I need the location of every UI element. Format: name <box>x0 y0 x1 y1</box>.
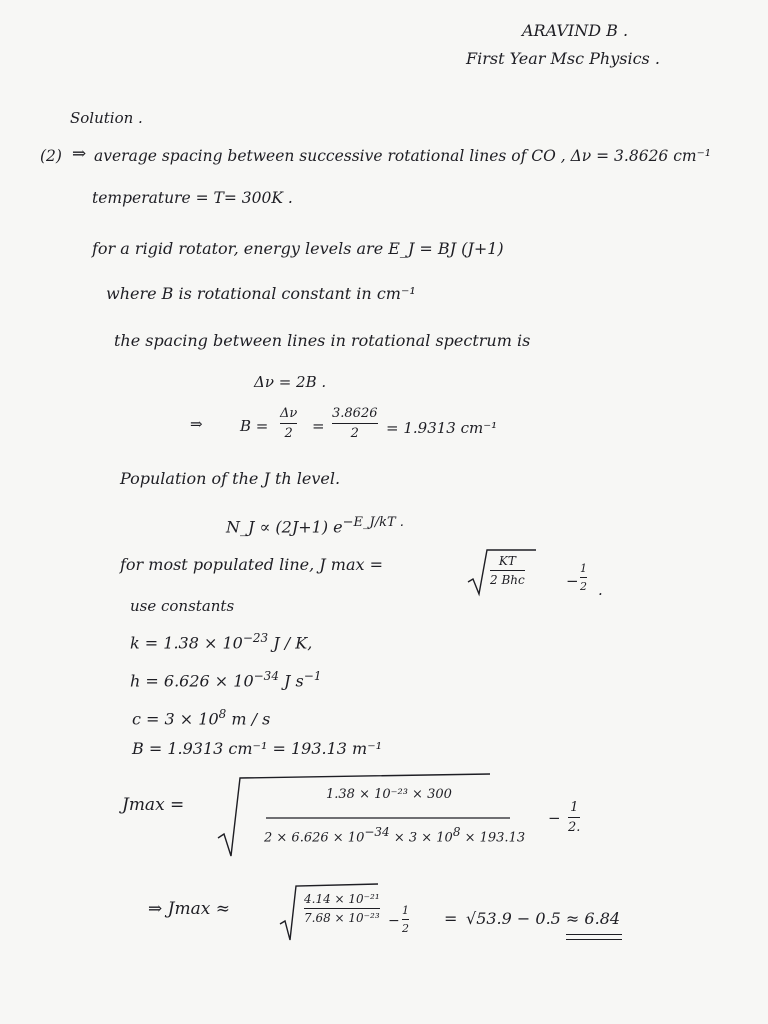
half-fraction <box>580 562 587 593</box>
fraction-bar <box>402 919 409 920</box>
fraction-denominator: 7.68 × 10⁻²³ <box>304 911 380 925</box>
half-fraction <box>402 904 409 935</box>
fraction-denominator: 2 Bhc <box>490 573 525 587</box>
fraction-numerator: Δν <box>280 406 298 421</box>
period: . <box>598 581 603 599</box>
fraction-bar <box>332 423 378 424</box>
fraction-bar <box>490 570 525 571</box>
fraction-numerator: 1 <box>402 904 409 917</box>
constant-k <box>130 632 312 652</box>
fraction-numerator: 4.14 × 10⁻²¹ <box>304 892 380 906</box>
constant-c-unit: m / s <box>231 709 271 729</box>
constant-h <box>130 670 321 690</box>
final-ratio-fraction <box>304 892 380 925</box>
author-course: First Year Msc Physics . <box>466 49 660 68</box>
rigid-rotator-line-1: for a rigid rotator, energy levels are E_J = BJ (J+1) <box>92 239 504 258</box>
fraction-bar <box>280 423 297 424</box>
fraction-bar <box>304 908 380 909</box>
author-name: ARAVIND B . <box>522 21 629 40</box>
fraction-denominator: 2 <box>350 426 359 441</box>
fraction-value-over-2 <box>332 406 378 441</box>
fraction-numerator: 1 <box>580 562 587 575</box>
fraction-denominator: 2 <box>580 580 587 593</box>
rigid-rotator-line-2: where B is rotational constant in cm⁻¹ <box>106 284 416 303</box>
final-lhs: ⇒ Jmax ≈ <box>148 899 230 919</box>
denominator-part-b-exponent: 8 <box>452 825 461 839</box>
denominator-part-c: × 193.13 <box>464 830 526 846</box>
implies-arrow-icon: ⇒ <box>190 415 203 433</box>
fraction-denominator: 2 <box>284 426 293 441</box>
fraction-denominator: 2. <box>568 820 581 835</box>
result-underline-bottom <box>566 939 622 940</box>
jmax-numerator: 1.38 × 10⁻²³ × 300 <box>326 787 452 802</box>
fraction-bar <box>580 577 587 578</box>
proportion-exponent: −E_J/kT . <box>342 515 404 530</box>
constant-k-base: k = 1.38 × 10 <box>130 633 243 653</box>
minus-sign: − <box>566 572 579 590</box>
b-result: = 1.9313 cm⁻¹ <box>386 419 498 437</box>
jmax-denominator <box>264 826 525 846</box>
most-populated-line: for most populated line, J max = <box>120 555 384 574</box>
final-result: √53.9 − 0.5 ≈ 6.84 <box>466 909 621 928</box>
fraction-delta-nu-over-2 <box>280 406 297 441</box>
fraction-denominator: 2 <box>402 922 409 935</box>
half-fraction <box>568 800 580 835</box>
problem-line-2: temperature = T= 300K . <box>92 189 293 207</box>
constant-c-base: c = 3 × 10 <box>132 709 219 729</box>
problem-line-1: average spacing between successive rotational lines of CO , Δν = 3.8626 cm⁻¹ <box>94 147 711 165</box>
denominator-part-b: × 3 × 10 <box>393 830 453 846</box>
solution-label: Solution . <box>70 109 143 127</box>
constant-c <box>132 708 270 728</box>
fraction-numerator: KT <box>498 554 516 568</box>
constant-k-exponent: −23 <box>242 631 269 645</box>
radical-sign-icon <box>218 768 498 860</box>
fraction-numerator: 1 <box>570 800 579 815</box>
sqrt-final-ratio <box>280 880 380 944</box>
minus-sign: − <box>548 809 561 827</box>
proportion-base: N_J ∝ (2J+1) e <box>226 517 343 537</box>
constant-b: B = 1.9313 cm⁻¹ = 193.13 m⁻¹ <box>132 739 383 758</box>
jmax-lhs: Jmax = <box>122 795 185 815</box>
denominator-part-a: 2 × 6.626 × 10 <box>264 830 365 846</box>
constant-h-unit: J s <box>284 671 304 691</box>
spacing-equation: Δν = 2B . <box>254 373 327 391</box>
rigid-rotator-line-3: the spacing between lines in rotational spectrum is <box>114 331 531 350</box>
sqrt-jmax-expression <box>218 768 526 860</box>
constant-h-base: h = 6.626 × 10 <box>130 671 254 691</box>
equals-sign: = <box>312 417 325 435</box>
constants-heading: use constants <box>130 597 235 615</box>
denominator-part-a-exponent: −34 <box>364 825 390 839</box>
problem-number: (2) <box>40 147 62 165</box>
result-underline-top <box>566 934 622 935</box>
fraction-numerator: 3.8626 <box>332 406 378 421</box>
b-lhs: B = <box>240 417 269 435</box>
equals-sign: = <box>444 909 458 928</box>
sqrt-kt-over-2bhc <box>468 546 540 596</box>
constant-h-exponent: −34 <box>253 669 279 683</box>
minus-sign: − <box>388 913 400 929</box>
radicand-fraction <box>490 554 525 587</box>
constant-k-unit: J / K, <box>273 633 313 653</box>
problem-arrow-icon: ⇒ <box>72 144 87 164</box>
population-proportion <box>226 516 404 536</box>
fraction-bar <box>568 817 580 818</box>
constant-c-exponent: 8 <box>218 707 227 721</box>
constant-h-unit-exponent: −1 <box>303 669 322 683</box>
population-heading: Population of the J th level. <box>120 469 341 488</box>
